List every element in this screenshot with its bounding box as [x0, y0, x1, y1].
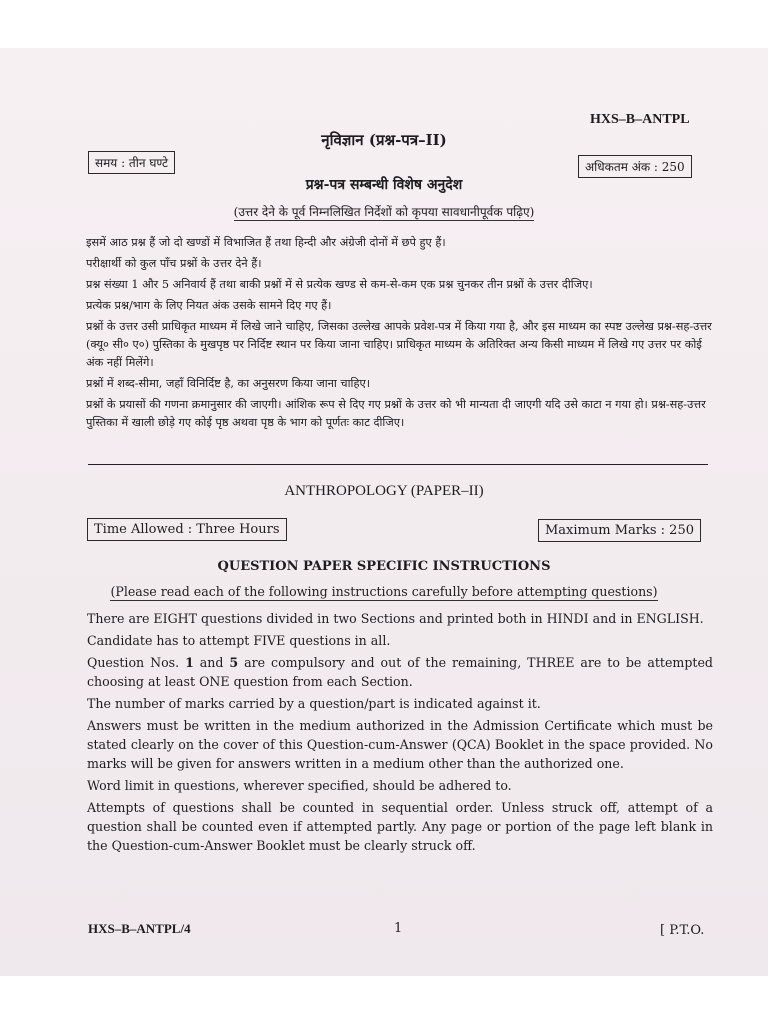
exam-page [0, 48, 768, 976]
hindi-paragraph: प्रश्नों के उत्तर उसी प्राधिकृत माध्यम में लिखे जाने चाहिए, जिसका उल्लेख आपके प्रवेश-पत्र में किया गया है, और इस माध्यम का स्पष्ट उल्लेख प्रश्न-सह-उत्तर (क्यू० सी० ए०) पुस्तिका के मुखपृष्ठ पर निर्दिष्ट स्थान पर किया जाना चाहिए। प्राधिकृत माध्यम के अतिरिक्त अन्य किसी माध्यम में लिखे गए उत्तर पर कोई अंक नहीं मिलेंगे। [86, 320, 712, 369]
hindi-paragraph: प्रश्नों में शब्द-सीमा, जहाँ विनिर्दिष्ट है, का अनुसरण किया जाना चाहिए। [86, 377, 370, 390]
hindi-time-allowed-box: समय : तीन घण्टे [88, 151, 175, 174]
english-paragraph: There are EIGHT questions divided in two Sections and printed both in HINDI and in ENGLISH. [87, 611, 704, 626]
english-paragraph: Attempts of questions shall be counted in sequential order. Unless struck off, attempt of a question shall be counted even if attempted partly. Any page or portion of the page left blank in the Question-cum-Answer Booklet must be clearly struck off. [87, 800, 713, 853]
english-paragraph: Question Nos. 1 and 5 are compulsory and out of the remaining, THREE are to be attempted choosing at least ONE question from each Section. [87, 655, 713, 689]
hindi-instructions-subtitle: (उत्तर देने के पूर्व निम्नलिखित निर्देशों को कृपया सावधानीपूर्वक पढ़िए) [233, 205, 535, 219]
english-instructions-subtitle: (Please read each of the following instructions carefully before attempting questions) [110, 584, 658, 599]
hindi-instructions-body [86, 234, 712, 435]
footer-pto: [ P.T.O. [660, 923, 705, 938]
english-instructions-body [87, 609, 713, 858]
footer-paper-code: HXS–B–ANTPL/4 [88, 921, 191, 936]
english-time-allowed-box: Time Allowed : Three Hours [87, 518, 287, 541]
english-paragraph: The number of marks carried by a question/part is indicated against it. [87, 696, 541, 711]
hindi-paragraph: परीक्षार्थी को कुल पाँच प्रश्नों के उत्तर देने हैं। [86, 257, 262, 270]
hindi-max-marks-box: अधिकतम अंक : 250 [578, 155, 692, 178]
footer-page-number: 1 [394, 921, 403, 936]
english-paper-title: ANTHROPOLOGY (PAPER–II) [284, 483, 484, 499]
english-instructions-title: QUESTION PAPER SPECIFIC INSTRUCTIONS [217, 559, 551, 574]
section-divider [88, 464, 708, 465]
hindi-paragraph: प्रश्न संख्या 1 और 5 अनिवार्य हैं तथा बाकी प्रश्नों में से प्रत्येक खण्ड से कम-से-कम एक प्रश्न चुनकर तीन प्रश्नों के उत्तर दीजिए। [86, 278, 593, 291]
hindi-paragraph: प्रत्येक प्रश्न/भाग के लिए नियत अंक उसके सामने दिए गए हैं। [86, 299, 332, 312]
paper-code: HXS–B–ANTPL [590, 112, 690, 127]
hindi-paper-title: नृविज्ञान (प्रश्न-पत्र–II) [321, 131, 447, 149]
hindi-instructions-title: प्रश्न-पत्र सम्बन्धी विशेष अनुदेश [305, 177, 463, 193]
english-paragraph: Answers must be written in the medium authorized in the Admission Certificate which must be stated clearly on the cover of this Question-cum-Answer (QCA) Booklet in the space provided. No marks will be given for answers written in a medium other than the authorized one. [87, 718, 713, 771]
english-max-marks-box: Maximum Marks : 250 [538, 519, 701, 542]
hindi-paragraph: प्रश्नों के प्रयासों की गणना क्रमानुसार की जाएगी। आंशिक रूप से दिए गए प्रश्नों के उत्तर को भी मान्यता दी जाएगी यदि उसे काटा न गया हो। प्रश्न-सह-उत्तर पुस्तिका में खाली छोड़े गए कोई पृष्ठ अथवा पृष्ठ के भाग को पूर्णतः काट दीजिए। [86, 398, 706, 429]
hindi-paragraph: इसमें आठ प्रश्न हैं जो दो खण्डों में विभाजित हैं तथा हिन्दी और अंग्रेजी दोनों में छपे हुए हैं। [86, 236, 446, 249]
english-paragraph: Candidate has to attempt FIVE questions in all. [87, 633, 391, 648]
english-paragraph: Word limit in questions, wherever specified, should be adhered to. [87, 778, 512, 793]
